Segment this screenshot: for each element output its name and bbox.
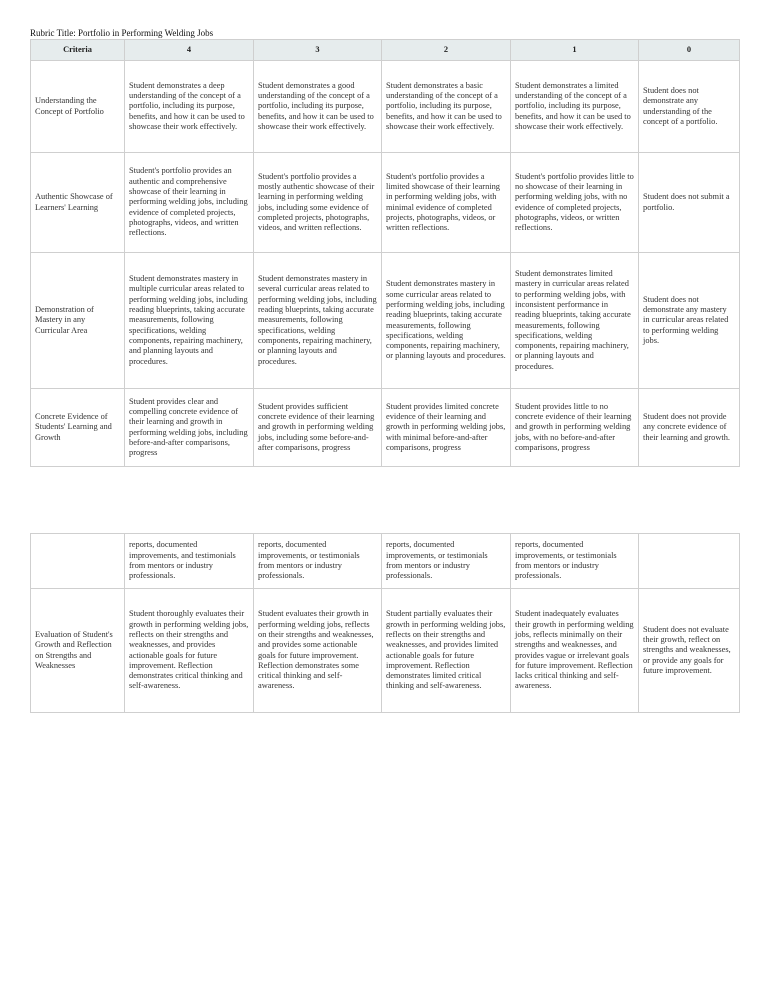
table-row <box>31 534 740 589</box>
criteria-cell: Concrete Evidence of Students' Learning and Growth <box>31 389 125 467</box>
score-cell: Student's portfolio provides little to no showcase of their learning in performing welding jobs, with no evidence of completed projects, photographs, videos, or written reflections. <box>511 153 639 253</box>
header-score-3: 3 <box>254 40 382 61</box>
score-cell: Student inadequately evaluates their growth in performing welding jobs, reflects minimally on their strengths and weaknesses, and provides vague or irrelevant goals for future improvement. Reflection lacks critical thinking and self-awareness. <box>511 589 639 713</box>
table-row <box>31 389 740 467</box>
criteria-cell: Demonstration of Mastery in any Curricular Area <box>31 253 125 389</box>
score-cell: Student provides clear and compelling concrete evidence of their learning and growth in performing welding jobs, including before-and-after comparisons, progress <box>125 389 254 467</box>
score-cell: Student does not demonstrate any understanding of the concept of a portfolio. <box>639 61 740 153</box>
header-score-0: 0 <box>639 40 740 61</box>
header-criteria: Criteria <box>31 40 125 61</box>
table-row <box>31 253 740 389</box>
score-cell: Student demonstrates mastery in multiple curricular areas related to performing welding jobs, including reading blueprints, taking accurate measurements, following specifications, welding components, repairing machinery, and planning layouts and procedures. <box>125 253 254 389</box>
score-cell: Student demonstrates a good understanding of the concept of a portfolio, including its purpose, benefits, and how it can be used to showcase their work effectively. <box>254 61 382 153</box>
score-cell: reports, documented improvements, or testimonials from mentors or industry professionals. <box>511 534 639 589</box>
score-cell: Student demonstrates a limited understanding of the concept of a portfolio, including its purpose, benefits, and how it can be used to showcase their work effectively. <box>511 61 639 153</box>
criteria-cell: Understanding the Concept of Portfolio <box>31 61 125 153</box>
score-cell: Student demonstrates mastery in several curricular areas related to performing welding jobs, including reading blueprints, taking accurate measurements, following specifications, welding components, repairing machinery, or planning layouts and procedures. <box>254 253 382 389</box>
table-row <box>31 589 740 713</box>
score-cell: reports, documented improvements, and testimonials from mentors or industry professionals. <box>125 534 254 589</box>
score-cell: Student demonstrates a basic understanding of the concept of a portfolio, including its purpose, benefits, and how it can be used to showcase their work effectively. <box>382 61 511 153</box>
score-cell: Student does not submit a portfolio. <box>639 153 740 253</box>
criteria-cell: Evaluation of Student's Growth and Reflection on Strengths and Weaknesses <box>31 589 125 713</box>
score-cell: Student's portfolio provides a mostly authentic showcase of their learning in performing welding jobs, including some evidence of completed projects, photographs, videos, and written reflections. <box>254 153 382 253</box>
score-cell: Student partially evaluates their growth in performing welding jobs, reflects on their strengths and weaknesses, and provides limited actionable goals for future improvement. Reflection demonstrates limited critical thinking and self-awareness. <box>382 589 511 713</box>
header-score-4: 4 <box>125 40 254 61</box>
score-cell: Student demonstrates a deep understanding of the concept of a portfolio, including its purpose, benefits, and how it can be used to showcase their work effectively. <box>125 61 254 153</box>
header-score-1: 1 <box>511 40 639 61</box>
header-score-2: 2 <box>382 40 511 61</box>
score-cell: Student's portfolio provides a limited showcase of their learning in performing welding jobs, with minimal evidence of completed projects, photographs, videos, or written reflections. <box>382 153 511 253</box>
rubric-title: Rubric Title: Portfolio in Performing Welding Jobs <box>30 28 214 38</box>
rubric-table <box>30 39 740 467</box>
score-cell: reports, documented improvements, or testimonials from mentors or industry professionals. <box>382 534 511 589</box>
rubric-table-continued <box>30 533 740 713</box>
score-cell: Student provides little to no concrete evidence of their learning and growth in performing welding jobs, with no before-and-after comparisons, progress <box>511 389 639 467</box>
criteria-cell <box>31 534 125 589</box>
score-cell: Student demonstrates mastery in some curricular areas related to performing welding jobs, including reading blueprints, taking accurate measurements, following specifications, welding components, repairing machinery, or planning layouts and procedures. <box>382 253 511 389</box>
score-cell: Student's portfolio provides an authentic and comprehensive showcase of their learning in performing welding jobs, including evidence of completed projects, photographs, videos, and written reflections. <box>125 153 254 253</box>
header-row <box>31 40 740 61</box>
score-cell <box>639 534 740 589</box>
score-cell: Student demonstrates limited mastery in curricular areas related to performing welding jobs, with inconsistent performance in reading blueprints, taking accurate measurements, following specifications, welding components, repairing machinery, or planning layouts and procedures. <box>511 253 639 389</box>
score-cell: Student does not demonstrate any mastery in curricular areas related to performing welding jobs. <box>639 253 740 389</box>
score-cell: reports, documented improvements, or testimonials from mentors or industry professionals. <box>254 534 382 589</box>
score-cell: Student thoroughly evaluates their growth in performing welding jobs, reflects on their strengths and weaknesses, and provides actionable goals for future improvement. Reflection demonstrates critical thinking and self-awareness. <box>125 589 254 713</box>
table-row <box>31 61 740 153</box>
score-cell: Student provides sufficient concrete evidence of their learning and growth in performing welding jobs, including some before-and-after comparisons, progress <box>254 389 382 467</box>
score-cell: Student provides limited concrete evidence of their learning and growth in performing welding jobs, with minimal before-and-after comparisons, progress <box>382 389 511 467</box>
table-row <box>31 153 740 253</box>
score-cell: Student evaluates their growth in performing welding jobs, reflects on their strengths and weaknesses, and provides some actionable goals for future improvement. Reflection demonstrates some critical thinking and self-awareness. <box>254 589 382 713</box>
score-cell: Student does not evaluate their growth, reflect on strengths and weaknesses, or provide any goals for future improvement. <box>639 589 740 713</box>
criteria-cell: Authentic Showcase of Learners' Learning <box>31 153 125 253</box>
score-cell: Student does not provide any concrete evidence of their learning and growth. <box>639 389 740 467</box>
